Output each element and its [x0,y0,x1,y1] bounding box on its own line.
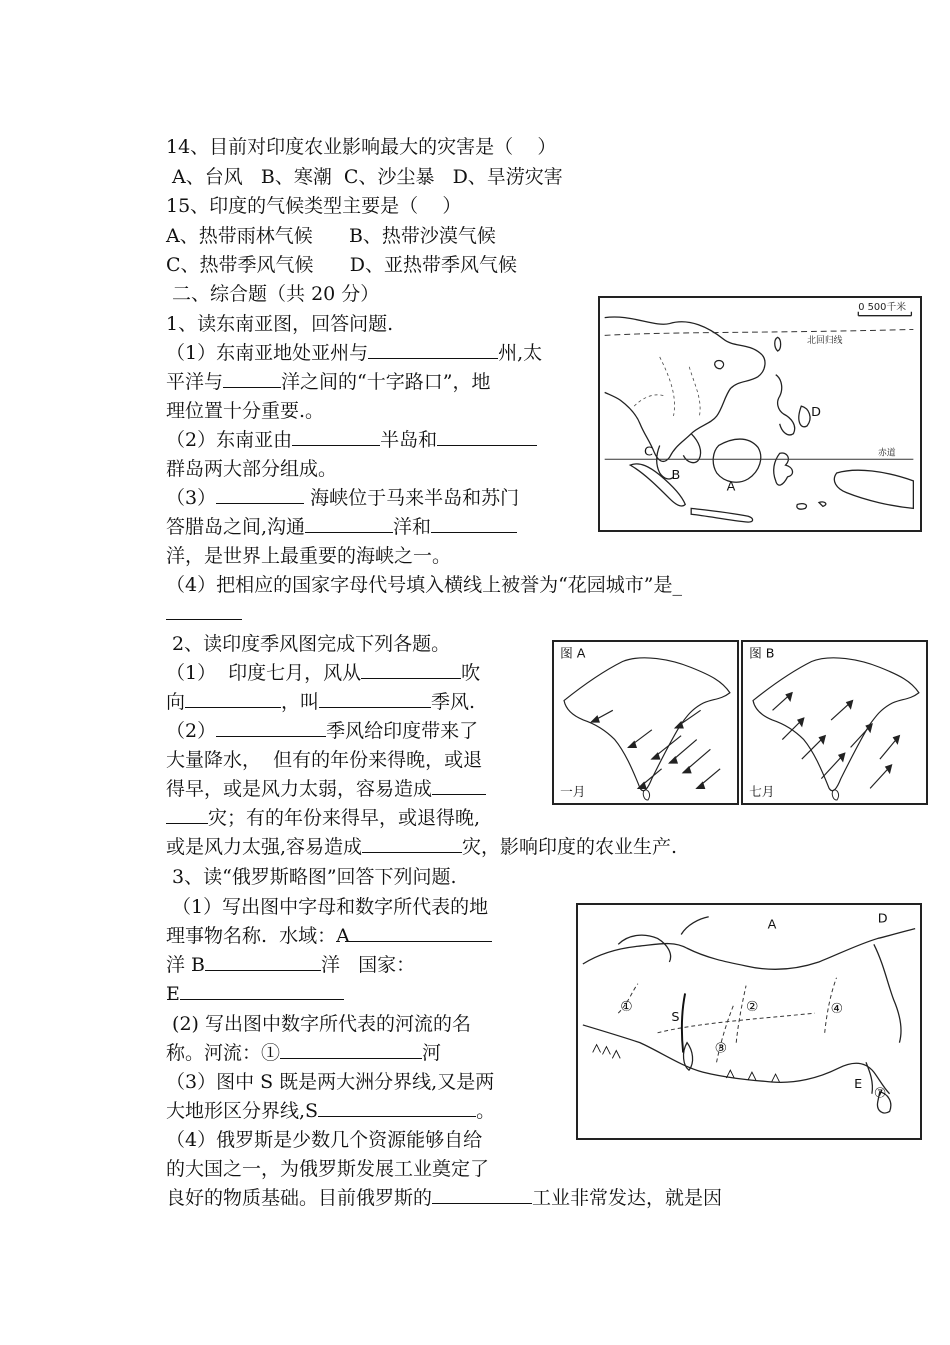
q2-part2-line2: 大量降水， 但有的年份来得晚，或退 [166,749,483,771]
q3-part2-line1: (2) 写出图中数字所代表的河流的名 [166,1013,471,1035]
q1-part2-line2: 群岛两大部分组成。 [166,458,338,480]
answer-blank [431,514,517,533]
q1-part3-line2: 答腊岛之间,沟通 洋和 [166,514,517,540]
answer-blank [216,718,326,737]
river-label-1: ① [620,999,633,1016]
q3-part3-line1: （3）图中 S 既是两大洲分界线,又是两 [166,1071,495,1093]
answer-blank [305,514,393,533]
india-map-b-drawing [743,642,926,803]
answer-blank [166,805,208,824]
russia-label-e: E [854,1076,863,1092]
map-a-month: 一月 [560,784,586,800]
river-label-3: ③ [714,1040,727,1057]
q1-part2-line1: （2）东南亚由 半岛和 [166,427,537,453]
q3-part4-line3: 良好的物质基础。目前俄罗斯的 工业非常发达，就是因 [166,1187,723,1209]
q1-stem: 1、读东南亚图，回答问题. [166,313,394,335]
russia-label-s: S [671,1010,680,1026]
section2-title: 二、综合题（共 20 分） [166,283,380,305]
q2-part2-line4: 灾；有的年份来得早，或退得晚, [166,805,480,831]
answer-blank [216,485,304,504]
q1-part1-line2: 平洋与 洋之间的“十字路口”，地 [166,371,491,393]
map-label-b: B [671,467,681,483]
answer-blank [223,369,281,388]
q3-part1-line2: 理事物名称. 水域：A [166,923,492,949]
answer-blank [185,689,281,708]
q15-options-1: A、热带雨林气候 B、热带沙漠气候 [166,225,496,247]
southeast-asia-map-drawing [600,298,920,530]
southeast-asia-map [598,296,922,532]
russia-label-d: D [877,911,888,927]
russia-map-drawing [578,905,920,1138]
q15-stem: 15、印度的气候类型主要是（ ） [166,195,462,217]
q1-part3-line3: 洋，是世界上最重要的海峡之一。 [166,545,452,567]
q3-part4-line2: 的大国之一，为俄罗斯发展工业奠定了 [166,1158,490,1180]
map-label-a: A [726,479,736,495]
india-map-a-drawing [554,642,737,803]
answer-blank [205,952,321,971]
q14-options: A、台风 B、寒潮 C、沙尘暴 D、旱涝灾害 [166,166,563,188]
answer-blank [280,1040,422,1059]
answer-blank [432,1185,532,1204]
q2-part1-line1: （1） 印度七月，风从 吹 [166,662,481,684]
q2-part2-line3: 得早，或是风力太弱，容易造成 [166,776,486,802]
q3-part4-line1: （4）俄罗斯是少数几个资源能够自给 [166,1129,483,1151]
map-label-c: C [644,444,653,460]
answer-blank [361,660,461,679]
q3-part1-line3: 洋 B 洋 国家： [166,954,416,976]
q1-part4: （4）把相应的国家字母代号填入横线上被誉为“花园城市”是_ [166,574,683,596]
q1-part1-line3: 理位置十分重要.。 [166,400,325,422]
map-a-title: 图 A [560,645,586,661]
russia-map [576,903,922,1140]
answer-blank [350,923,492,942]
india-monsoon-map-a [552,640,739,805]
q14-stem: 14、目前对印度农业影响最大的灾害是（ ） [166,136,557,158]
q1-part1-line1: （1）东南亚地处亚州与 州,太 [166,342,543,364]
q2-part2-line1: （2） 季风给印度带来了 [166,720,479,742]
river-label-4: ④ [830,1001,843,1018]
scale-label: 0 500千米 [858,301,907,313]
q3-stem: 3、读“俄罗斯略图”回答下列问题. [166,866,457,888]
q2-stem: 2、读印度季风图完成下列各题。 [166,633,451,655]
river-label-7: ⑦ [873,1085,887,1102]
india-monsoon-map-b [741,640,928,805]
answer-blank [368,340,498,359]
tropic-label: 北回归线 [807,336,843,347]
answer-blank [362,834,462,853]
q3-part2-line2: 称。河流：① 河 [166,1042,442,1064]
map-label-d: D [811,404,821,420]
answer-blank [319,689,431,708]
answer-blank [432,776,486,795]
q1-part3-line1: （3） 海峡位于马来半岛和苏门 [166,487,520,509]
q3-part1-line1: （1）写出图中字母和数字所代表的地 [166,896,489,918]
q3-part1-line4: E [166,981,344,1007]
answer-blank [180,981,344,1000]
answer-blank [166,601,242,620]
q2-part1-line2: 向 ，叫 季风. [166,691,476,713]
answer-blank [318,1098,476,1117]
map-b-month: 七月 [749,784,775,800]
q15-options-2: C、热带季风气候 D、亚热带季风气候 [166,254,518,276]
q2-part2-line5: 或是风力太强,容易造成 灾，影响印度的农业生产. [166,836,678,858]
q3-part3-line2: 大地形区分界线,S 。 [166,1100,496,1122]
russia-label-a: A [767,917,777,933]
river-label-2: ② [746,999,759,1016]
map-b-title: 图 B [749,645,775,661]
q1-part4-blank [166,601,242,627]
equator-label: 赤道 [877,448,896,459]
answer-blank [292,427,380,446]
answer-blank [437,427,537,446]
